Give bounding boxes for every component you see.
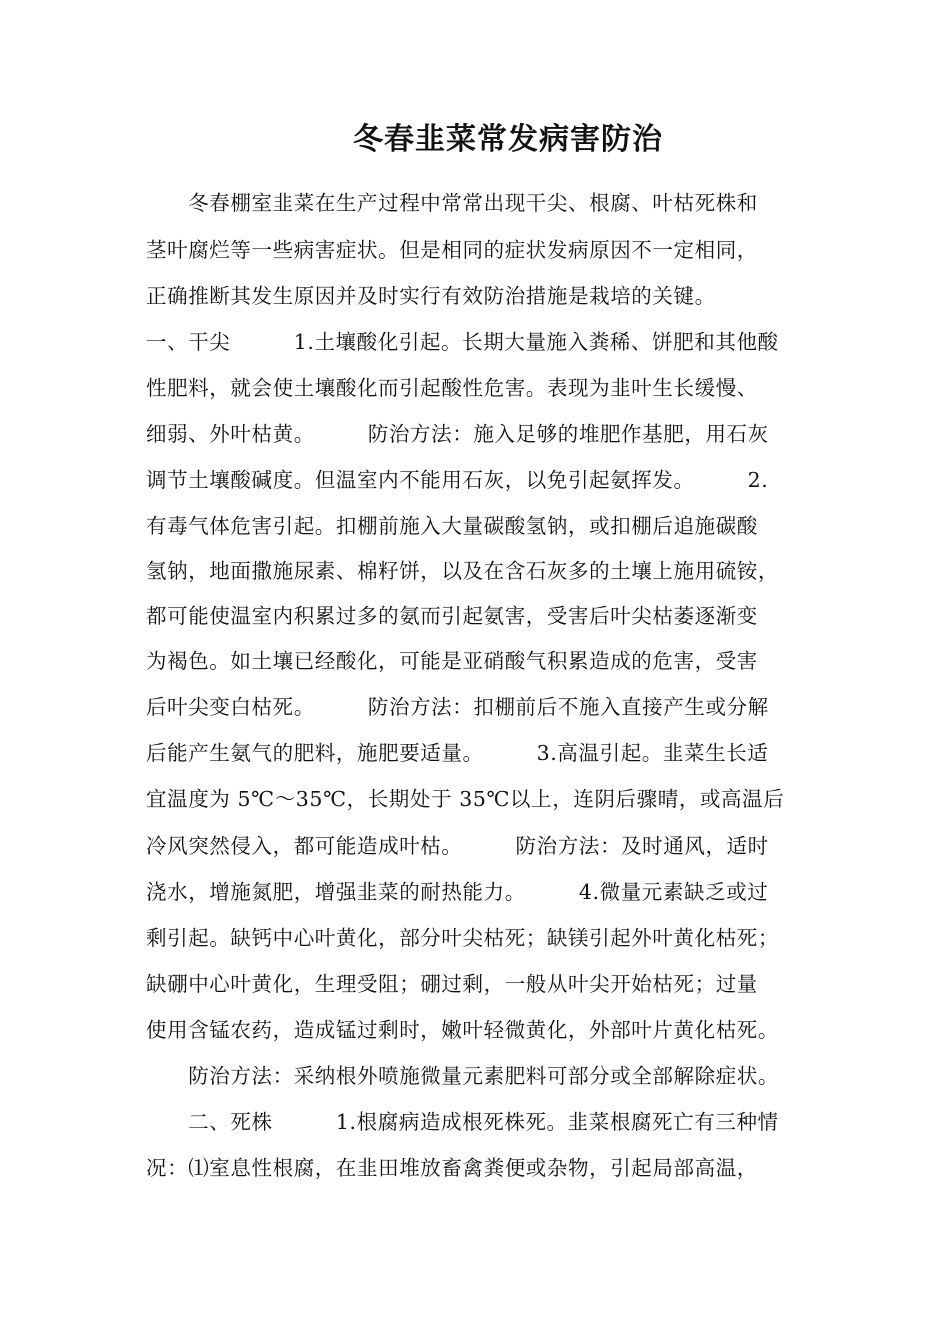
- text-line: 一、干尖 1.土壤酸化引起。长期大量施入粪稀、饼肥和其他酸: [146, 330, 779, 354]
- text-line: 有毒气体危害引起。扣棚前施入大量碳酸氢钠，或扣棚后追施碳酸: [146, 514, 758, 538]
- text-line: 茎叶腐烂等一些病害症状。但是相同的症状发病原因不一定相同，: [146, 238, 758, 262]
- text-line: 冬春棚室韭菜在生产过程中常常出现干尖、根腐、叶枯死株和: [146, 191, 758, 215]
- text-line: 宜温度为 5℃～35℃，长期处于 35℃以上，连阴后骤晴，或高温后: [146, 787, 785, 811]
- text-line: 氢钠，地面撒施尿素、棉籽饼，以及在含石灰多的土壤上施用硫铵，: [146, 559, 779, 583]
- text-line: 防治方法：采纳根外喷施微量元素肥料可部分或全部解除症状。: [146, 1064, 779, 1088]
- text-line: 使用含锰农药，造成锰过剩时，嫩叶轻微黄化，外部叶片黄化枯死。: [146, 1018, 779, 1042]
- text-line: 调节土壤酸碱度。但温室内不能用石灰，以免引起氨挥发。 2.: [146, 468, 769, 492]
- text-line: 缺硼中心叶黄化，生理受阻；硼过剩，一般从叶尖开始枯死；过量: [146, 972, 758, 996]
- text-line: 性肥料，就会使土壤酸化而引起酸性危害。表现为韭叶生长缓慢、: [146, 376, 758, 400]
- text-line: 二、死株 1.根腐病造成根死株死。韭菜根腐死亡有三种情: [146, 1110, 779, 1134]
- text-line: 后能产生氨气的肥料，施肥要适量。 3.高温引起。韭菜生长适: [146, 741, 769, 765]
- text-line: 冷风突然侵入，都可能造成叶枯。 防治方法：及时通风，适时: [146, 834, 769, 858]
- text-line: 剩引起。缺钙中心叶黄化，部分叶尖枯死；缺镁引起外叶黄化枯死；: [146, 926, 779, 950]
- text-line: 况：⑴室息性根腐，在韭田堆放畜禽粪便或杂物，引起局部高温，: [146, 1156, 758, 1180]
- text-line: 细弱、外叶枯黄。 防治方法：施入足够的堆肥作基肥，用石灰: [146, 422, 769, 446]
- text-line: 正确推断其发生原因并及时实行有效防治措施是栽培的关键。: [146, 284, 716, 308]
- text-line: 都可能使温室内积累过多的氨而引起氨害，受害后叶尖枯萎逐渐变: [146, 604, 758, 628]
- text-line: 为褐色。如土壤已经酸化，可能是亚硝酸气积累造成的危害，受害: [146, 649, 758, 673]
- text-line: 浇水，增施氮肥，增强韭菜的耐热能力。 4.微量元素缺乏或过: [146, 880, 769, 904]
- document-title: 冬春韭菜常发病害防治: [353, 122, 663, 157]
- text-line: 后叶尖变白枯死。 防治方法：扣棚前后不施入直接产生或分解: [146, 695, 769, 719]
